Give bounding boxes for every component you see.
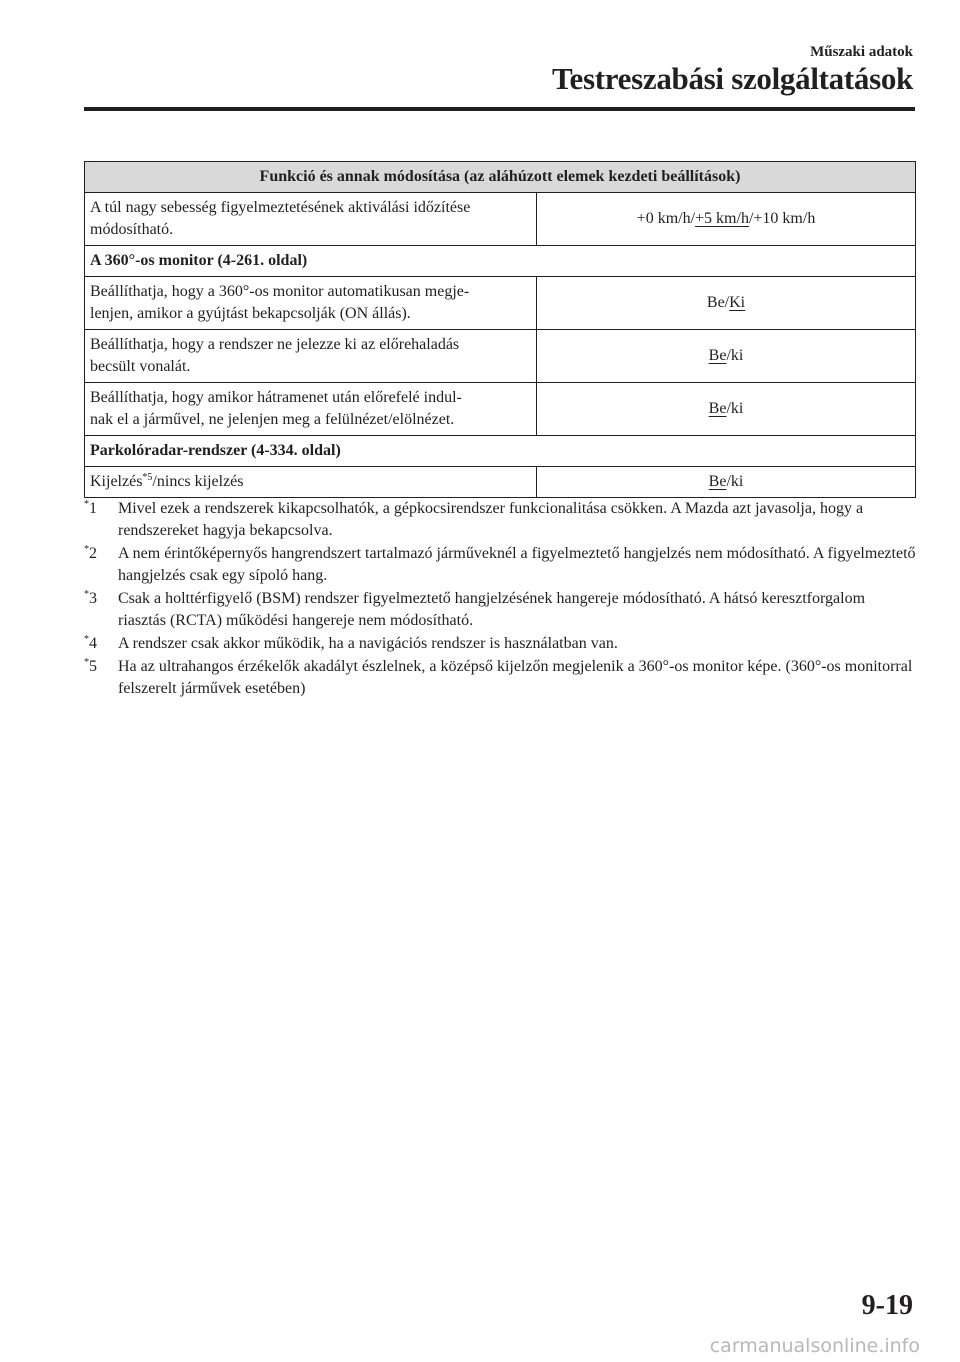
function-cell: [85, 330, 537, 383]
function-text: /nincs kijelzés: [152, 473, 244, 490]
footnote-text: A nem érintőképernyős hangrendszert tartalmazó járműveknél a figyelmeztető hangjelzés nem módosítható. A figyelmeztető hangjelzés csak egy sípoló hang.: [118, 545, 916, 584]
settings-table: [84, 161, 916, 498]
watermark: carmanualsonline.info: [709, 1335, 920, 1357]
page-number: 9-19: [861, 1290, 913, 1321]
function-text: A túl nagy sebesség figyelmeztetésének aktiválási időzítése: [90, 199, 471, 216]
function-text: lenjen, amikor a gyújtást bekapcsolják (ON állás).: [90, 305, 411, 322]
function-cell: [85, 193, 537, 246]
table-row: [85, 277, 916, 330]
footnote: [84, 656, 916, 700]
value-cell: [537, 383, 916, 436]
value-cell: [537, 277, 916, 330]
footnote: [84, 588, 916, 632]
footnote-marker: *1: [84, 499, 97, 517]
footnote-marker: *3: [84, 589, 97, 607]
default-option: Be: [708, 473, 727, 490]
table-heading: Funkció és annak módosítása (az aláhúzott elemek kezdeti beállítások): [85, 162, 916, 193]
footnote-text: Ha az ultrahangos érzékelők akadályt észlelnek, a középső kijelzőn megjelenik a 360°-os monitor képe. (360°-os monitorral felszerelt járművek esetében): [118, 658, 913, 697]
default-option: Ki: [729, 294, 746, 311]
header-divider: [84, 107, 915, 111]
function-text: Beállíthatja, hogy a 360°-os monitor automatikusan megje-: [90, 283, 470, 300]
footnote-reference: *5: [142, 472, 153, 483]
footnote: [84, 633, 916, 655]
option-text: Be/: [706, 294, 730, 311]
section-row: [85, 436, 916, 467]
footnote-text: Mivel ezek a rendszerek kikapcsolhatók, a gépkocsirendszer funkcionalitása csökken. A Mazda azt javasolja, hogy a rendszereket hagyja bekapcsolva.: [118, 500, 864, 539]
footnote-text: A rendszer csak akkor működik, ha a navigációs rendszer is használatban van.: [118, 635, 618, 652]
function-text: Beállíthatja, hogy a rendszer ne jelezze ki az előrehaladás: [90, 336, 460, 353]
section-label: Műszaki adatok: [810, 44, 913, 60]
option-text: /+10 km/h: [748, 210, 816, 227]
function-text: becsült vonalát.: [90, 358, 191, 375]
table-row: [85, 330, 916, 383]
function-cell: [85, 383, 537, 436]
function-cell: [85, 277, 537, 330]
footnote-marker: *4: [84, 634, 97, 652]
value-cell: [537, 467, 916, 498]
section-row: [85, 246, 916, 277]
footnote-marker: *5: [84, 657, 97, 675]
option-text: /ki: [726, 400, 744, 417]
page-title: Testreszabási szolgáltatások: [551, 61, 913, 96]
default-option: +5 km/h: [695, 210, 749, 227]
table-row: [85, 383, 916, 436]
footnotes: [84, 498, 916, 701]
footnote: [84, 498, 916, 542]
table-row: [85, 193, 916, 246]
table-row: [85, 467, 916, 498]
footnote-text: Csak a holttérfigyelő (BSM) rendszer figyelmeztető hangjelzésének hangereje módosítható. A hátsó keresztforgalom riasztás (RCTA) működési hangereje nem módosítható.: [118, 590, 866, 629]
value-cell: [537, 193, 916, 246]
function-text: nak el a járművel, ne jelenjen meg a felülnézet/elölnézet.: [90, 411, 455, 428]
footnote: [84, 543, 916, 587]
option-text: /ki: [726, 347, 744, 364]
table-header-row: [85, 162, 916, 193]
function-text: Kijelzés: [90, 473, 143, 490]
footnote-marker: *2: [84, 544, 97, 562]
section-heading-parking-radar: Parkolóradar-rendszer (4-334. oldal): [85, 436, 916, 467]
option-text: +0 km/h/: [636, 210, 696, 227]
value-cell: [537, 330, 916, 383]
default-option: Be: [708, 400, 727, 417]
function-text: módosítható.: [90, 221, 174, 238]
section-heading-360-monitor: A 360°-os monitor (4-261. oldal): [85, 246, 916, 277]
default-option: Be: [708, 347, 727, 364]
function-text: Beállíthatja, hogy amikor hátramenet után előrefelé indul-: [90, 389, 462, 406]
option-text: /ki: [726, 473, 744, 490]
function-cell: [85, 467, 537, 498]
